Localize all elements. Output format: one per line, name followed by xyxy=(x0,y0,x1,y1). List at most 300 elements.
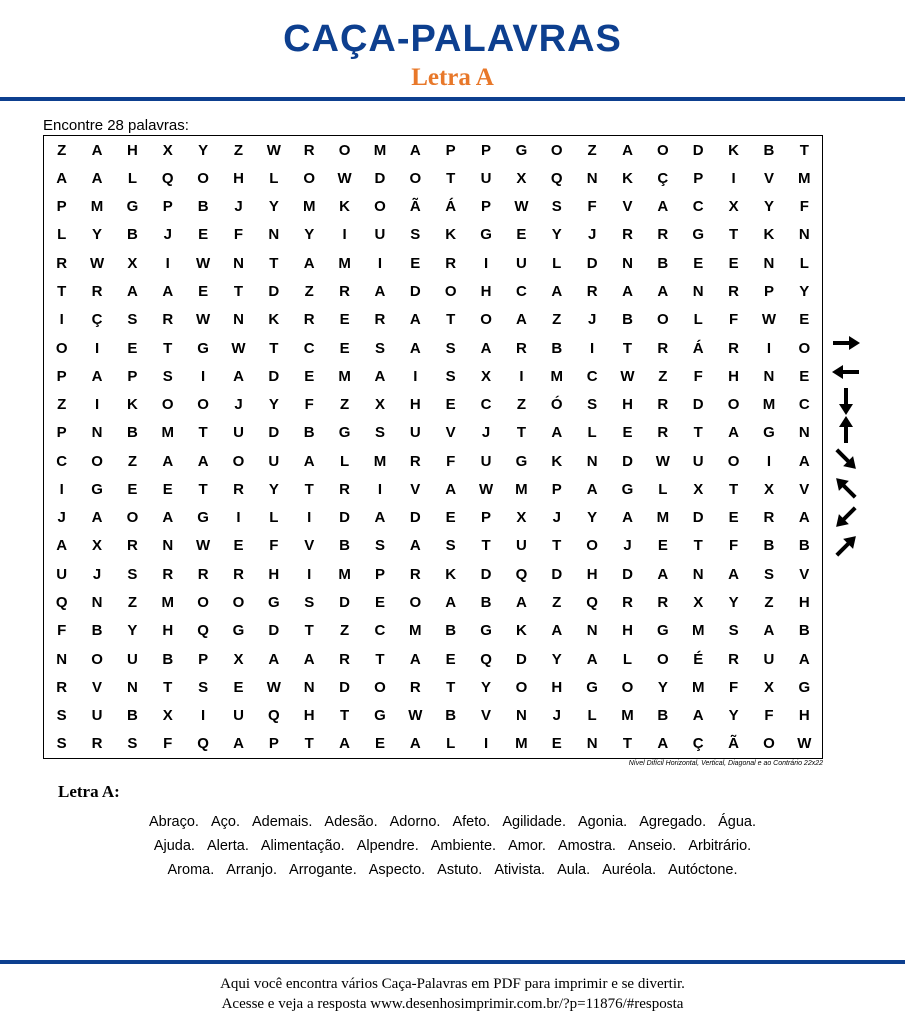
grid-cell: A xyxy=(622,141,633,159)
grid-cell: Y xyxy=(268,480,279,498)
grid-cell: I xyxy=(94,339,100,357)
grid-cell: V xyxy=(410,480,421,498)
grid-cell: O xyxy=(197,396,209,414)
grid-cell: O xyxy=(657,141,669,159)
grid-cell: X xyxy=(763,678,774,696)
grid-cell: W xyxy=(514,198,529,216)
grid-cell: J xyxy=(552,707,561,725)
grid-cell: F xyxy=(764,707,774,725)
grid-cell: A xyxy=(91,169,103,187)
grid-cell: O xyxy=(197,169,209,187)
grid-cell: Á xyxy=(445,198,457,216)
grid-cell: T xyxy=(340,707,350,725)
footer-line-1: Aqui você encontra vários Caça-Palavras em PDF para imprimir e se divertir. xyxy=(220,976,685,992)
grid-cell: Z xyxy=(127,452,137,470)
grid-cell: K xyxy=(728,141,739,159)
grid-cell: N xyxy=(91,424,103,442)
grid-cell: Y xyxy=(92,226,103,244)
grid-cell: A xyxy=(622,509,633,527)
grid-cell: S xyxy=(374,339,385,357)
grid-cell: J xyxy=(234,198,243,216)
grid-cell: N xyxy=(126,678,138,696)
grid-cell: R xyxy=(303,311,315,329)
grid-cell: G xyxy=(692,226,705,244)
grid-cell: S xyxy=(445,367,456,385)
grid-cell: X xyxy=(481,367,492,385)
word-item: Agilidade. xyxy=(502,814,567,830)
grid-cell: M xyxy=(656,509,670,527)
grid-cell: N xyxy=(798,226,810,244)
grid-cell: Ó xyxy=(550,396,563,414)
grid-cell: T xyxy=(233,282,244,300)
grid-cell: A xyxy=(374,367,386,385)
grid-cell: M xyxy=(373,141,387,159)
grid-cell: O xyxy=(763,735,775,753)
grid-cell: I xyxy=(59,480,64,498)
grid-cell: A xyxy=(409,735,421,753)
grid-cell: M xyxy=(515,480,528,498)
grid-cell: O xyxy=(727,396,740,414)
grid-cell: K xyxy=(763,226,775,244)
grid-cell: I xyxy=(342,226,347,244)
grid-cell: E xyxy=(445,509,456,527)
arrow-left-icon xyxy=(826,357,866,386)
grid-cell: R xyxy=(197,565,209,583)
grid-cell: R xyxy=(162,565,174,583)
grid-cell: A xyxy=(233,367,244,385)
grid-cell: R xyxy=(339,282,350,300)
grid-cell: I xyxy=(165,254,170,272)
grid-cell: C xyxy=(303,339,315,357)
grid-cell: W xyxy=(797,735,812,753)
grid-cell: S xyxy=(410,226,421,244)
grid-cell: W xyxy=(89,254,105,272)
grid-cell: M xyxy=(409,622,422,640)
grid-cell: R xyxy=(728,339,739,357)
grid-cell: A xyxy=(91,141,103,159)
grid-cell: L xyxy=(269,169,279,187)
grid-cell: U xyxy=(126,650,138,668)
grid-cell: I xyxy=(377,480,383,498)
grid-cell: E xyxy=(233,678,244,696)
grid-cell: D xyxy=(409,509,421,527)
grid-cell: G xyxy=(480,226,492,244)
grid-cell: N xyxy=(692,565,704,583)
grid-cell: L xyxy=(340,452,350,470)
word-item: Aspecto. xyxy=(368,862,426,878)
grid-cell: A xyxy=(409,650,421,668)
grid-cell: V xyxy=(799,565,810,583)
grid-cell: A xyxy=(515,311,527,329)
grid-cell: J xyxy=(92,565,102,583)
word-item: Alpendre. xyxy=(356,838,419,854)
grid-cell: S xyxy=(56,707,67,725)
grid-cell: S xyxy=(127,311,138,329)
grid-cell: E xyxy=(410,254,421,272)
direction-legend xyxy=(826,328,866,560)
grid-cell: Z xyxy=(304,282,314,300)
grid-cell: I xyxy=(236,509,241,527)
grid-cell: O xyxy=(727,452,740,470)
grid-cell: W xyxy=(266,678,281,696)
grid-cell: H xyxy=(162,622,174,640)
grid-cell: A xyxy=(798,509,810,527)
grid-cell: Z xyxy=(552,311,562,329)
grid-cell: E xyxy=(728,509,739,527)
grid-cell: Y xyxy=(763,198,774,216)
grid-cell: P xyxy=(445,141,456,159)
grid-cell: F xyxy=(269,537,279,555)
grid-cell: T xyxy=(729,226,739,244)
grid-cell: B xyxy=(551,339,563,357)
footer-line-2: Acesse e veja a resposta www.desenhosimprimir.com.br/?p=11876/#resposta xyxy=(221,996,684,1012)
grid-cell: E xyxy=(304,367,315,385)
grid-cell: R xyxy=(56,678,68,696)
grid-cell: H xyxy=(126,141,138,159)
grid-cell: Y xyxy=(268,198,279,216)
grid-cell: L xyxy=(693,311,703,329)
grid-cell: B xyxy=(445,622,457,640)
grid-cell: A xyxy=(409,537,421,555)
grid-cell: R xyxy=(303,141,315,159)
grid-cell: A xyxy=(409,311,421,329)
grid-cell: A xyxy=(586,650,598,668)
grid-cell: V xyxy=(799,480,810,498)
grid-cell: A xyxy=(162,282,174,300)
arrow-down-icon xyxy=(826,386,866,415)
grid-cell: D xyxy=(515,650,527,668)
grid-cell: G xyxy=(338,424,351,442)
grid-cell: A xyxy=(339,735,350,753)
grid-cell: B xyxy=(763,537,775,555)
grid-cell: D xyxy=(339,509,350,527)
grid-cell: Z xyxy=(127,593,137,611)
grid-cell: A xyxy=(763,622,775,640)
word-item: Adorno. xyxy=(389,814,441,830)
arrow-up-left-icon xyxy=(826,473,866,502)
grid-cell: Y xyxy=(268,396,279,414)
grid-cell: H xyxy=(586,565,598,583)
grid-cell: S xyxy=(728,622,739,640)
grid-cell: N xyxy=(692,282,704,300)
grid-cell: T xyxy=(163,678,173,696)
grid-cell: Z xyxy=(587,141,597,159)
grid-cell: A xyxy=(445,480,457,498)
grid-cell: F xyxy=(729,678,739,696)
grid-cell: K xyxy=(551,452,563,470)
grid-cell: O xyxy=(515,678,528,696)
grid-cell: W xyxy=(196,311,211,329)
grid-cell: S xyxy=(551,198,562,216)
grid-cell: E xyxy=(127,339,138,357)
grid-cell: D xyxy=(622,452,633,470)
grid-cell: I xyxy=(307,509,312,527)
grid-cell: X xyxy=(374,396,385,414)
grid-cell: S xyxy=(304,593,315,611)
grid-cell: A xyxy=(268,650,280,668)
grid-cell: O xyxy=(657,311,669,329)
grid-cell: N xyxy=(798,424,810,442)
grid-cell: O xyxy=(91,650,103,668)
grid-cell: V xyxy=(304,537,315,555)
grid-cell: R xyxy=(233,480,244,498)
grid-cell: D xyxy=(268,622,280,640)
grid-cell: E xyxy=(622,424,633,442)
grid-cell: I xyxy=(307,565,312,583)
grid-cell: O xyxy=(91,452,103,470)
grid-cell: E xyxy=(339,311,350,329)
page-title: CAÇA-PALAVRAS xyxy=(283,18,622,60)
difficulty-note: Nível Difícil Horizontal, Vertical, Diagonal e ao Contrário 22x22 xyxy=(628,760,823,767)
grid-cell: C xyxy=(515,282,527,300)
word-item: Agregado. xyxy=(639,814,707,830)
grid-cell: T xyxy=(446,311,456,329)
grid-cell: Ç xyxy=(91,311,103,329)
grid-cell: X xyxy=(516,509,527,527)
arrow-down-left-icon xyxy=(826,502,866,531)
grid-cell: J xyxy=(552,509,561,527)
grid-cell: B xyxy=(126,424,138,442)
grid-cell: E xyxy=(799,367,810,385)
grid-cell: O xyxy=(161,396,174,414)
grid-cell: A xyxy=(657,198,669,216)
grid-cell: F xyxy=(446,452,456,470)
grid-cell: A xyxy=(56,169,68,187)
grid-cell: T xyxy=(304,480,314,498)
grid-cell: A xyxy=(303,650,315,668)
grid-cell: T xyxy=(622,339,633,357)
grid-cell: D xyxy=(268,282,280,300)
grid-cell: T xyxy=(269,339,279,357)
grid-cell: H xyxy=(798,593,810,611)
grid-cell: C xyxy=(56,452,68,470)
grid-cell: Z xyxy=(552,593,562,611)
grid-cell: A xyxy=(551,282,563,300)
grid-cell: O xyxy=(374,198,386,216)
grid-cell: O xyxy=(374,678,386,696)
grid-cell: Y xyxy=(587,509,598,527)
grid-cell: X xyxy=(728,198,739,216)
grid-cell: U xyxy=(233,424,244,442)
grid-cell: T xyxy=(481,537,491,555)
grid-cell: G xyxy=(197,509,209,527)
grid-cell: S xyxy=(127,565,138,583)
grid-cell: E xyxy=(445,650,456,668)
grid-cell: P xyxy=(693,169,704,187)
grid-cell: L xyxy=(57,226,67,244)
grid-cell: O xyxy=(338,141,351,159)
grid-cell: W xyxy=(761,311,777,329)
grid-cell: D xyxy=(268,367,280,385)
grid-cell: O xyxy=(621,678,634,696)
grid-cell: F xyxy=(233,226,244,244)
grid-cell: O xyxy=(232,452,245,470)
grid-cell: U xyxy=(233,707,244,725)
grid-cell: E xyxy=(516,226,527,244)
grid-cell: D xyxy=(692,141,704,159)
grid-cell: F xyxy=(163,735,173,753)
grid-cell: O xyxy=(409,593,422,611)
arrow-right-icon xyxy=(826,328,866,357)
grid-cell: A xyxy=(657,735,669,753)
grid-cell: M xyxy=(762,396,776,414)
grid-cell: S xyxy=(445,537,456,555)
grid-cell: N xyxy=(622,254,633,272)
grid-cell: N xyxy=(763,367,775,385)
grid-cell: Y xyxy=(728,707,739,725)
grid-cell: R xyxy=(445,254,457,272)
grid-cell: W xyxy=(196,537,211,555)
arrow-up-right-icon xyxy=(826,531,866,560)
grid-cell: Q xyxy=(161,169,174,187)
grid-cell: P xyxy=(56,198,67,216)
grid-cell: A xyxy=(303,452,315,470)
grid-cell: A xyxy=(480,339,492,357)
grid-cell: S xyxy=(763,565,774,583)
grid-cell: N xyxy=(268,226,280,244)
grid-cell: K xyxy=(268,311,280,329)
grid-cell: Q xyxy=(268,707,280,725)
grid-cell: P xyxy=(162,198,173,216)
grid-cell: A xyxy=(162,452,174,470)
grid-cell: S xyxy=(56,735,67,753)
grid-cell: M xyxy=(515,735,528,753)
grid-cell: U xyxy=(56,565,68,583)
word-item: Adesão. xyxy=(324,814,378,830)
header-divider xyxy=(0,97,905,101)
grid-cell: Y xyxy=(198,141,209,159)
grid-cell: Y xyxy=(304,226,315,244)
grid-cell: D xyxy=(409,282,421,300)
grid-cell: I xyxy=(94,396,100,414)
grid-cell: T xyxy=(57,282,67,300)
grid-cell: P xyxy=(198,650,209,668)
grid-cell: T xyxy=(198,480,208,498)
grid-cell: D xyxy=(586,254,598,272)
grid-cell: X xyxy=(162,141,173,159)
grid-cell: B xyxy=(339,537,350,555)
grid-cell: A xyxy=(91,367,103,385)
grid-cell: U xyxy=(480,452,492,470)
grid-cell: Y xyxy=(657,678,668,696)
grid-cell: T xyxy=(799,141,809,159)
grid-cell: Q xyxy=(197,622,209,640)
grid-cell: T xyxy=(446,169,456,187)
grid-cell: C xyxy=(374,622,386,640)
grid-cell: J xyxy=(623,537,632,555)
grid-cell: G xyxy=(763,424,775,442)
grid-cell: P xyxy=(374,565,385,583)
grid-cell: Y xyxy=(799,282,810,300)
grid-cell: W xyxy=(620,367,635,385)
grid-cell: I xyxy=(483,254,489,272)
grid-cell: W xyxy=(337,169,352,187)
grid-cell: R xyxy=(657,396,669,414)
grid-cell: F xyxy=(693,367,703,385)
grid-cell: D xyxy=(268,424,280,442)
grid-cell: F xyxy=(587,198,597,216)
grid-cell: J xyxy=(587,226,597,244)
grid-cell: N xyxy=(91,593,103,611)
grid-cell: E xyxy=(657,537,668,555)
grid-cell: R xyxy=(126,537,138,555)
grid-cell: M xyxy=(338,254,351,272)
page-subtitle: Letra A xyxy=(411,64,494,91)
grid-cell: N xyxy=(162,537,174,555)
grid-cell: R xyxy=(339,650,350,668)
grid-cell: T xyxy=(269,254,279,272)
grid-cell: B xyxy=(657,254,669,272)
grid-cell: U xyxy=(91,707,103,725)
grid-cell: B xyxy=(798,537,810,555)
grid-cell: E xyxy=(162,480,173,498)
grid-cell: D xyxy=(339,593,350,611)
grid-cell: N xyxy=(233,254,244,272)
grid-cell: N xyxy=(586,452,598,470)
grid-cell: B xyxy=(126,707,138,725)
grid-cell: F xyxy=(304,396,314,414)
grid-cell: B xyxy=(197,198,209,216)
grid-cell: G xyxy=(268,593,280,611)
grid-cell: T xyxy=(622,735,633,753)
grid-cell: N xyxy=(233,311,244,329)
grid-cell: K xyxy=(445,565,457,583)
grid-cell: G xyxy=(126,198,139,216)
grid-cell: A xyxy=(798,452,810,470)
grid-cell: Á xyxy=(692,339,704,357)
grid-cell: Q xyxy=(515,565,528,583)
grid-cell: J xyxy=(587,311,597,329)
grid-cell: A xyxy=(303,254,315,272)
grid-cell: B xyxy=(622,311,633,329)
grid-cell: U xyxy=(763,650,775,668)
grid-cell: A xyxy=(728,565,739,583)
grid-cell: M xyxy=(691,622,705,640)
grid-cell: D xyxy=(622,565,633,583)
grid-cell: W xyxy=(478,480,494,498)
grid-cell: A xyxy=(197,452,209,470)
grid-cell: J xyxy=(234,396,243,414)
grid-cell: O xyxy=(586,537,598,555)
word-item: Ademais. xyxy=(251,814,313,830)
grid-cell: A xyxy=(409,339,421,357)
word-line xyxy=(0,858,905,882)
word-list xyxy=(0,810,905,882)
word-item: Ambiente. xyxy=(430,838,497,854)
grid-cell: D xyxy=(692,396,704,414)
grid-cell: F xyxy=(729,311,739,329)
grid-cell: U xyxy=(374,226,386,244)
grid-cell: A xyxy=(126,282,138,300)
grid-cell: E xyxy=(233,537,244,555)
instructions-text: Encontre 28 palavras: xyxy=(43,117,189,134)
grid-cell: Ã xyxy=(728,735,739,753)
grid-cell: Z xyxy=(516,396,526,414)
grid-cell: O xyxy=(480,311,492,329)
grid-cell: R xyxy=(91,735,103,753)
grid-cell: S xyxy=(127,735,138,753)
grid-cell: R xyxy=(728,282,739,300)
grid-cell: E xyxy=(374,735,385,753)
grid-cell: B xyxy=(162,650,174,668)
arrow-down-right-icon xyxy=(826,444,866,473)
grid-cell: H xyxy=(409,396,421,414)
grid-cell: E xyxy=(339,339,350,357)
grid-cell: F xyxy=(57,622,67,640)
grid-cell: M xyxy=(373,452,387,470)
grid-cell: W xyxy=(196,254,211,272)
grid-cell: S xyxy=(374,537,385,555)
